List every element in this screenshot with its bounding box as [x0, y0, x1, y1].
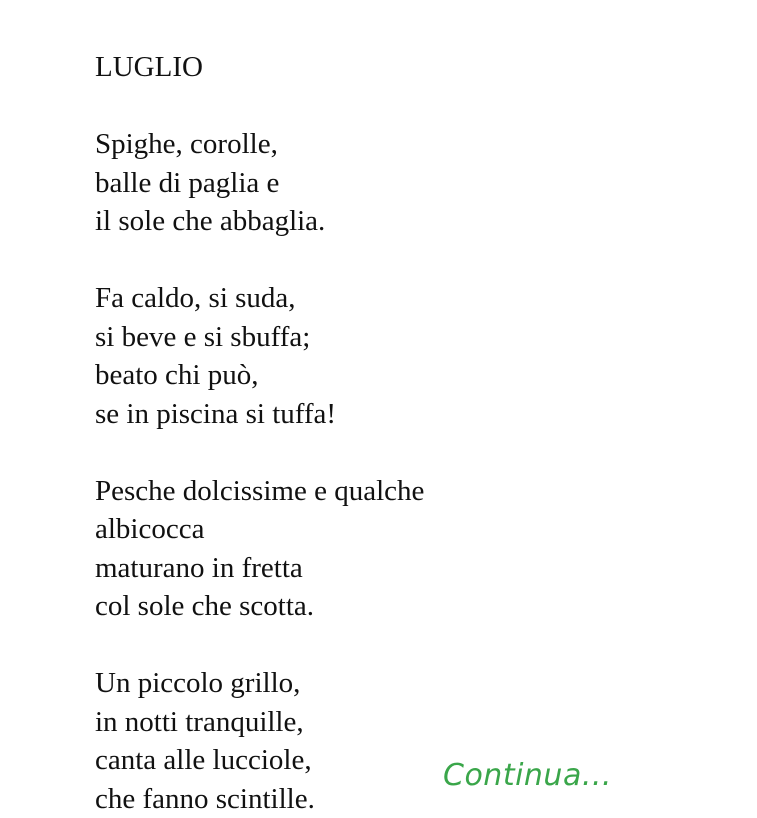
verse: beato chi può,	[95, 356, 424, 395]
poem	[95, 48, 424, 818]
verse: Spighe, corolle,	[95, 125, 424, 164]
stanza-1	[95, 125, 424, 241]
verse: se in piscina si tuffa!	[95, 395, 424, 434]
verse: Fa caldo, si suda,	[95, 279, 424, 318]
stanza-3	[95, 472, 424, 626]
poem-title: LUGLIO	[95, 48, 424, 87]
verse: canta alle lucciole,	[95, 741, 424, 780]
verse: balle di paglia e	[95, 164, 424, 203]
verse: albicocca	[95, 510, 424, 549]
verse: si beve e si sbuffa;	[95, 318, 424, 357]
continue-link[interactable]: Continua...	[443, 758, 612, 793]
verse: col sole che scotta.	[95, 587, 424, 626]
verse: Un piccolo grillo,	[95, 664, 424, 703]
stanza-4	[95, 664, 424, 818]
stanza-2	[95, 279, 424, 433]
verse: maturano in fretta	[95, 549, 424, 588]
verse: in notti tranquille,	[95, 703, 424, 742]
verse: Pesche dolcissime e qualche	[95, 472, 424, 511]
verse: che fanno scintille.	[95, 780, 424, 818]
verse: il sole che abbaglia.	[95, 202, 424, 241]
